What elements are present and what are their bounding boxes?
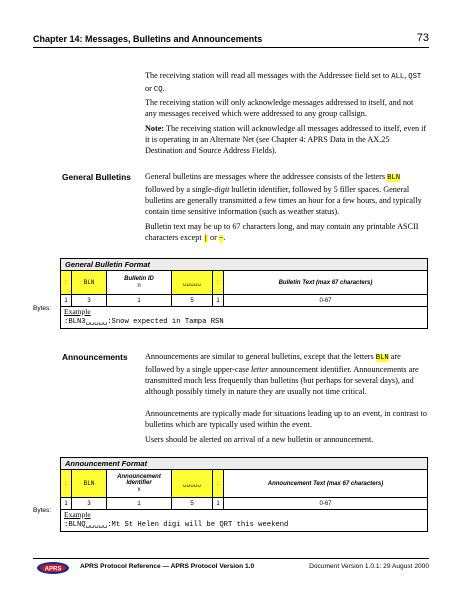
pipe-char: | [203,235,208,243]
intro-paragraph-3 [145,123,427,156]
bytes-cell: 1 [107,295,172,307]
note-label: Note: [145,124,165,133]
text: Announcements are similar to general bulletins, except that the letters [145,352,376,361]
text: Bulletin text may be up to 67 characters long, and may contain any printable ASCII characters except [145,222,419,242]
code-cq: CQ [153,86,163,94]
general-bulletins-heading: General Bulletins [62,172,131,182]
intro-paragraph-1 [145,70,427,96]
intro-paragraph-2: The receiving station will only acknowledge messages addressed to itself, and not any messages received which were addressed to any group callsign. [145,98,414,118]
field-bulletin-id [107,271,172,295]
table-title: General Bulletin Format [61,259,428,271]
text: or [207,233,219,242]
example-code: :BLNQ␣␣␣␣␣:Mt St Helen digi will be QRT this weekend [64,521,289,529]
tilde-char: ~ [218,235,224,243]
field-bulletin-text [224,271,428,295]
field-bln: BLN [72,271,107,295]
field-label: Bulletin ID [124,276,154,282]
bulletins-paragraph-2 [145,221,427,245]
logo-text: APRS [44,566,62,573]
field-symbol: n [137,282,141,289]
bytes-cell: 3 [72,295,107,307]
code-all: ALL [391,73,405,81]
note-text: The receiving station will acknowledge all messages addressed to itself, even if it is operating in an Alternate Net (see Chapter 4: APRS Data in the AX.25 Destination and Source Address Fields). [145,124,427,155]
field-label: Bulletin Text (max 67 characters) [278,279,373,286]
bytes-cell: 5 [172,498,213,510]
field-colon: : [61,470,72,498]
announcements-heading: Announcements [62,352,128,362]
field-colon-2: : [213,470,224,498]
text: followed by a single- [145,185,215,194]
bytes-cell: 5 [172,295,213,307]
announcements-paragraph-3: Users should be alerted on arrival of a new bulletin or announcement. [145,435,374,444]
text: bulletin identifier, followed by 5 filler spaces. General bulletins are generally transmitted a few times an hour for a few hours, and typically contain time sensitive information (such as weather status). [145,185,422,216]
aprs-logo [36,561,70,575]
field-announcement-text [224,470,428,498]
bytes-cell: 1 [107,498,172,510]
field-filler-spaces: ␣␣␣␣␣ [172,271,213,295]
field-announcement-id [107,470,172,498]
bulletins-paragraph-1 [145,171,427,217]
or-text: or [145,84,154,93]
footer-version: Document Version 1.0.1: 29 August 2000 [309,563,429,570]
general-bulletin-format-table [60,258,428,329]
page-number: 73 [416,32,429,44]
field-label: Announcement Text (max 67 characters) [267,480,384,487]
chapter-title: Chapter 14: Messages, Bulletins and Announcements [33,34,263,44]
bytes-label: Bytes: [33,507,52,514]
comma: , [404,71,407,80]
footer-rule [33,558,429,559]
page-header [33,34,429,44]
text: General bulletins are messages where the addressee consists of the letters [145,172,386,181]
bytes-cell: 1 [61,295,72,307]
field-colon: : [61,271,72,295]
example-cell [61,510,428,532]
footer-title: APRS Protocol Reference — APRS Protocol Version 1.0 [80,563,255,570]
text: are followed by a single upper-case [145,352,401,374]
example-label: Example [64,510,91,519]
field-bln: BLN [72,470,107,498]
bytes-cell: 0-67 [224,295,428,307]
example-label: Example [64,307,91,316]
bln-code: BLN [375,354,389,362]
field-filler-spaces: ␣␣␣␣␣ [172,470,213,498]
example-cell [61,307,428,329]
field-symbol: x [137,486,141,493]
table-title: Announcement Format [61,458,428,470]
bln-code: BLN [387,174,401,182]
header-rule [33,47,429,48]
field-label: Announcement Identifier [117,474,161,486]
bytes-cell: 1 [213,295,224,307]
bytes-label: Bytes: [33,305,52,312]
announcement-format-table [60,457,428,532]
emphasis: letter [251,365,269,374]
emphasis: digit [214,185,230,194]
announcements-paragraph-1 [145,351,427,397]
example-code: :BLN3␣␣␣␣␣:Snow expected in Tampa RSN [64,318,224,326]
announcements-paragraph-2: Announcements are typically made for situations leading up to an event, in contrast to bulletins which are typically used within the event. [145,409,427,429]
period: . [162,84,165,93]
text: announcement identifier. Announcements are transmitted much less frequently than bulletins (but perhaps for several days), and although possibly timely in nature they are usually not time critical. [145,365,419,396]
bytes-cell: 1 [61,498,72,510]
bytes-cell: 1 [213,498,224,510]
text: . [223,233,226,242]
bytes-cell: 3 [72,498,107,510]
code-qst: QST [408,73,422,81]
intro-text: The receiving station will read all messages with the Addressee field set to [145,71,390,80]
bytes-cell: 0-67 [224,498,428,510]
field-colon-2: : [213,271,224,295]
